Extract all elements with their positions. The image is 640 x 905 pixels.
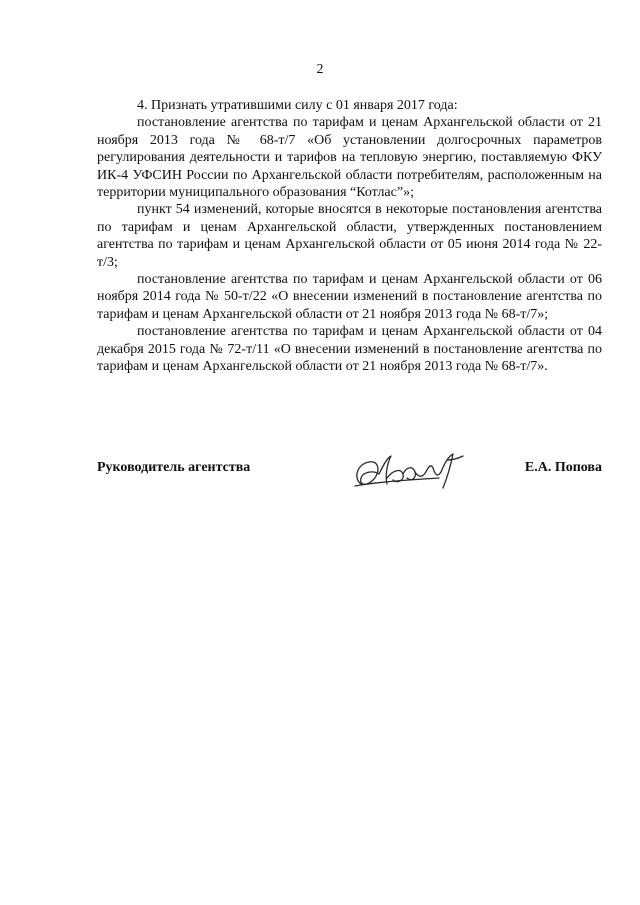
paragraph-point-54: пункт 54 изменений, которые вносятся в некоторые постановления агентства по тарифам и ценам Архангельской области, утвержденных постановлением агентства по тарифам и ценам Архангельской области от 05 июня 2014 года № 22-т/3; <box>97 202 602 270</box>
signatory-title: Руководитель агентства <box>97 460 251 475</box>
page-number: 2 <box>316 62 324 77</box>
signatory-name: Е.А. Попова <box>524 460 602 475</box>
paragraph-item-4: 4. Признать утратившими силу с 01 января 2017 года: <box>137 98 458 113</box>
paragraph-resolution-68-t-7: постановление агентства по тарифам и ценам Архангельской области от 21 ноября 2013 года № 68-т/7 «Об установлении долгосрочных параметров регулирования деятельности и тарифов на тепловую энергию, поставляемую ФКУ ИК-4 УФСИН России по Архангельской области потребителям, расположенным на территории муниципального образования “Котлас”»; <box>97 115 602 201</box>
handwritten-signature-icon <box>347 448 467 496</box>
document-body <box>97 97 602 376</box>
paragraph-resolution-72-t-11: постановление агентства по тарифам и ценам Архангельской области от 04 декабря 2015 года № 72-т/11 «О внесении изменений в постановление агентства по тарифам и ценам Архангельской области от 21 ноября 2013 года № 68-т/7». <box>97 324 602 375</box>
signature-block <box>97 448 602 496</box>
paragraph-resolution-50-t-22: постановление агентства по тарифам и ценам Архангельской области от 06 ноября 2014 года № 50-т/22 «О внесении изменений в постановление агентства по тарифам и ценам Архангельской области от 21 ноября 2013 года № 68-т/7»; <box>97 272 602 322</box>
